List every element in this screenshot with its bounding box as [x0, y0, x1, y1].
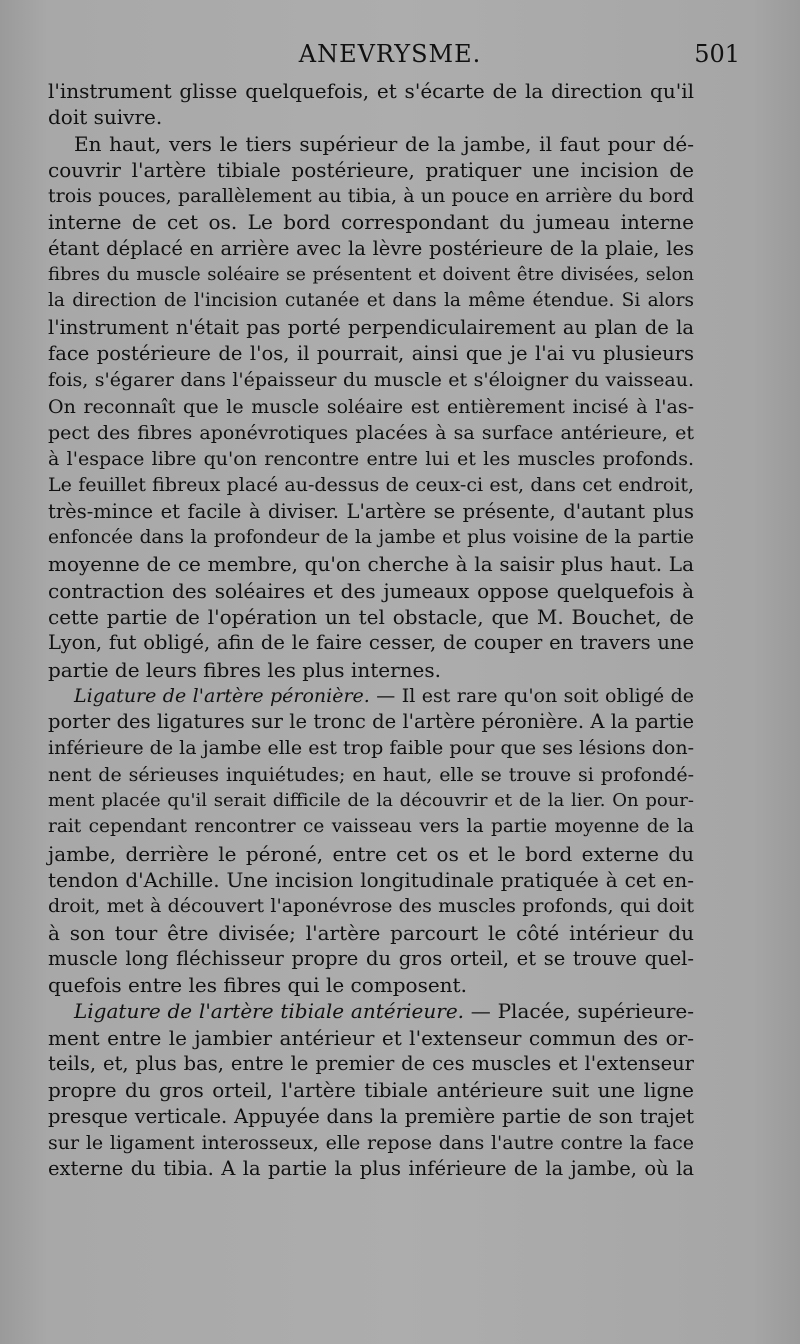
body-text: [48, 78, 694, 1182]
text-line: interne de cet os. Le bord correspondant du jumeau interne: [48, 210, 694, 235]
text-line: quefois entre les fibres qui le composent.: [48, 973, 467, 998]
page-number: 501: [694, 40, 740, 68]
section-heading: Ligature de l'artère péronière.: [74, 684, 370, 707]
text-line: On reconnaît que le muscle soléaire est entièrement incisé à l'as-: [48, 395, 694, 418]
text-line: pect des fibres aponévrotiques placées à sa surface antérieure, et: [48, 421, 694, 444]
text-line: nent de sérieuses inquiétudes; en haut, elle se trouve si profondé-: [48, 763, 694, 786]
text-line: [48, 998, 694, 1024]
text-line: propre du gros orteil, l'artère tibiale antérieure suit une ligne: [48, 1078, 694, 1103]
text-line: fibres du muscle soléaire se présentent et doivent être divisées, selon: [48, 264, 694, 286]
running-title: ANEVRYSME.: [298, 40, 482, 68]
text-line: externe du tibia. A la partie la plus inférieure de la jambe, où la: [48, 1157, 694, 1181]
text-line: droit, met à découvert l'aponévrose des muscles profonds, qui doit: [48, 895, 694, 918]
text-line: presque verticale. Appuyée dans la première partie de son trajet: [48, 1104, 694, 1128]
text-line: rait cependant rencontrer ce vaisseau vers la partie moyenne de la: [48, 816, 694, 838]
text-line: porter des ligatures sur le tronc de l'artère péronière. A la partie: [48, 710, 694, 734]
text-line: Le feuillet fibreux placé au-dessus de ceux-ci est, dans cet endroit,: [48, 474, 694, 497]
text-line: Lyon, fut obligé, afin de le faire cesser, de couper en travers une: [48, 631, 694, 655]
line-text: — Il est rare qu'on soit obligé de: [369, 684, 694, 707]
text-line: moyenne de ce membre, qu'on cherche à la saisir plus haut. La: [48, 552, 694, 577]
text-line: contraction des soléaires et des jumeaux oppose quelquefois à: [48, 578, 694, 603]
text-line: sur le ligament interosseux, elle repose dans l'autre contre la face: [48, 1131, 694, 1154]
text-line: jambe, derrière le péroné, entre cet os et le bord externe du: [48, 841, 694, 866]
text-line: ment placée qu'il serait difficile de la découvrir et de la lier. On pour-: [48, 790, 694, 812]
text-line: enfoncée dans la profondeur de la jambe et plus voisine de la partie: [48, 527, 694, 549]
text-line: muscle long fléchisseur propre du gros orteil, et se trouve quel-: [48, 946, 694, 970]
text-line: étant déplacé en arrière avec la lèvre postérieure de la plaie, les: [48, 236, 694, 260]
text-line: la direction de l'incision cutanée et dans la même étendue. Si alors: [48, 290, 694, 312]
text-line: face postérieure de l'os, il pourrait, ainsi que je l'ai vu plusieurs: [48, 341, 694, 365]
text-line: En haut, vers le tiers supérieur de la jambe, il faut pour dé-: [74, 131, 694, 156]
text-line: ment entre le jambier antérieur et l'extenseur commun des or-: [48, 1025, 694, 1050]
running-head: [40, 40, 740, 80]
text-line: fois, s'égarer dans l'épaisseur du muscle et s'éloigner du vaisseau.: [48, 369, 694, 392]
text-line: [48, 683, 694, 709]
text-line: à l'espace libre qu'on rencontre entre lui et les muscles profonds.: [48, 448, 694, 471]
text-line: teils, et, plus bas, entre le premier de ces muscles et l'extenseur: [48, 1051, 694, 1075]
text-line: l'instrument n'était pas porté perpendiculairement au plan de la: [48, 315, 694, 339]
text-line: l'instrument glisse quelquefois, et s'écarte de la direction qu'il: [48, 79, 694, 103]
text-line: partie de leurs fibres les plus internes.: [48, 657, 441, 682]
text-line: couvrir l'artère tibiale postérieure, pratiquer une incision de: [48, 157, 694, 182]
text-line: à son tour être divisée; l'artère parcourt le côté intérieur du: [48, 920, 694, 945]
text-line: tendon d'Achille. Une incision longitudinale pratiquée à cet en-: [48, 867, 694, 892]
section-heading: Ligature de l'artère tibiale antérieure.: [74, 999, 465, 1024]
text-line: inférieure de la jambe elle est trop faible pour que ses lésions don-: [48, 737, 694, 760]
text-line: trois pouces, parallèlement au tibia, à un pouce en arrière du bord: [48, 185, 694, 208]
text-line: très-mince et facile à diviser. L'artère se présente, d'autant plus: [48, 499, 694, 523]
text-line: cette partie de l'opération un tel obstacle, que M. Bouchet, de: [48, 604, 694, 629]
text-line: doit suivre.: [48, 105, 163, 130]
line-text: — Placée, supérieure-: [464, 999, 694, 1024]
